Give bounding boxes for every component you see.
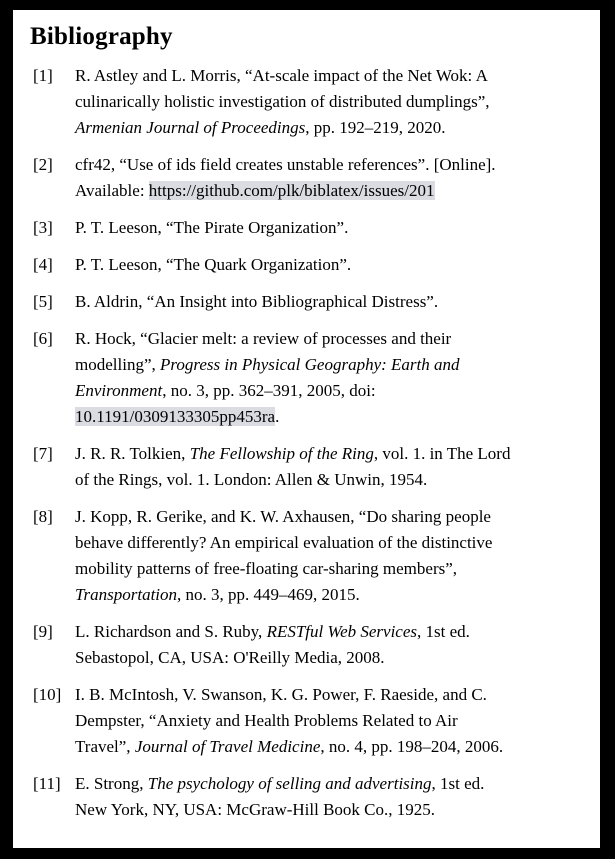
entry-segment: J. Kopp, R. Gerike, and K. W. Axhausen, “Do sharing people — [75, 507, 491, 526]
entry-segment: . — [275, 407, 280, 426]
entry-text — [75, 63, 587, 141]
entry-segment: Sebastopol, CA, USA: O'Reilly Media, 2008. — [75, 648, 385, 667]
entry-segment: New York, NY, USA: McGraw-Hill Book Co., 1925. — [75, 800, 436, 819]
entry-line — [75, 556, 587, 582]
entry-segment: Dempster, “Anxiety and Health Problems Related to Air — [75, 711, 458, 730]
entry-line — [75, 63, 587, 89]
entry-line — [75, 530, 587, 556]
entry-segment: J. R. R. Tolkien, — [75, 444, 190, 463]
entry-line — [75, 771, 587, 797]
bib-entry — [33, 252, 587, 278]
page-title: Bibliography — [30, 23, 173, 50]
entry-line — [75, 682, 587, 708]
italic-title: Journal of Travel Medicine — [134, 737, 321, 756]
entry-line — [75, 797, 587, 823]
entry-label: [8] — [33, 507, 53, 526]
entry-label: [4] — [33, 255, 53, 274]
entry-label: [9] — [33, 622, 53, 641]
entry-segment: , no. 3, pp. 362–391, 2005, doi: — [162, 381, 376, 400]
entry-segment: , vol. 1. in The Lord — [373, 444, 511, 463]
bib-entry — [33, 289, 587, 315]
entry-line — [75, 441, 587, 467]
entry-segment: modelling”, — [75, 355, 160, 374]
entry-segment: R. Astley and L. Morris, “At-scale impact of the Net Wok: A — [75, 66, 488, 85]
entry-line — [75, 115, 587, 141]
entry-line — [75, 645, 587, 671]
entry-segment: , 1st ed. — [431, 774, 485, 793]
italic-title: Environment — [75, 381, 163, 400]
entry-line — [75, 178, 587, 204]
entry-text — [75, 215, 587, 241]
entry-text — [75, 771, 587, 823]
italic-title: The psychology of selling and advertising — [147, 774, 432, 793]
entry-line — [75, 619, 587, 645]
entry-segment: culinarically holistic investigation of distributed dumplings”, — [75, 92, 490, 111]
entry-segment: , pp. 192–219, 2020. — [305, 118, 446, 137]
hyperlink[interactable]: 10.1191/0309133305pp453ra — [75, 407, 276, 426]
entry-label: [3] — [33, 218, 53, 237]
entry-line — [75, 252, 587, 278]
entry-label: [1] — [33, 66, 53, 85]
entry-line — [75, 289, 587, 315]
entry-text — [75, 504, 587, 608]
entry-text — [75, 326, 587, 430]
entry-segment: cfr42, “Use of ids field creates unstable references”. [Online]. — [75, 155, 496, 174]
entry-segment: , no. 3, pp. 449–469, 2015. — [177, 585, 360, 604]
entry-line — [75, 378, 587, 404]
italic-title: Transportation — [75, 585, 178, 604]
entry-line — [75, 734, 587, 760]
hyperlink[interactable]: https://github.com/plk/biblatex/issues/201 — [148, 181, 435, 200]
entry-segment: mobility patterns of free-floating car-sharing members”, — [75, 559, 458, 578]
entry-line — [75, 152, 587, 178]
entry-text — [75, 619, 587, 671]
entry-segment: L. Richardson and S. Ruby, — [75, 622, 267, 641]
italic-title: The Fellowship of the Ring — [189, 444, 374, 463]
entry-label: [11] — [33, 774, 61, 793]
bib-entry — [33, 504, 587, 608]
entry-line — [75, 504, 587, 530]
entry-segment: , no. 4, pp. 198–204, 2006. — [320, 737, 504, 756]
italic-title: RESTful Web Services — [266, 622, 418, 641]
entry-line — [75, 352, 587, 378]
entry-label: [5] — [33, 292, 53, 311]
italic-title: Armenian Journal of Proceedings — [75, 118, 306, 137]
entry-line — [75, 215, 587, 241]
bib-entry — [33, 682, 587, 760]
bib-entry — [33, 326, 587, 430]
entry-text — [75, 441, 587, 493]
entry-line — [75, 326, 587, 352]
entry-line — [75, 708, 587, 734]
entry-line — [75, 582, 587, 608]
entry-segment: Travel”, — [75, 737, 135, 756]
bib-entry — [33, 619, 587, 671]
italic-title: Progress in Physical Geography: Earth and — [159, 355, 460, 374]
entry-text — [75, 152, 587, 204]
entry-line — [75, 467, 587, 493]
entry-label: [7] — [33, 444, 53, 463]
entry-label: [6] — [33, 329, 53, 348]
entry-text — [75, 682, 587, 760]
entry-segment: I. B. McIntosh, V. Swanson, K. G. Power, F. Raeside, and C. — [75, 685, 487, 704]
bibliography-entries — [33, 63, 587, 823]
entry-segment: Available: — [75, 181, 149, 200]
entry-segment: of the Rings, vol. 1. London: Allen & Unwin, 1954. — [75, 470, 428, 489]
bib-entry — [33, 771, 587, 823]
entry-text — [75, 289, 587, 315]
entry-segment: P. T. Leeson, “The Quark Organization”. — [75, 255, 352, 274]
bib-entry — [33, 215, 587, 241]
entry-segment: P. T. Leeson, “The Pirate Organization”. — [75, 218, 349, 237]
entry-segment: , 1st ed. — [417, 622, 470, 641]
entry-segment: behave differently? An empirical evaluation of the distinctive — [75, 533, 493, 552]
entry-line — [75, 89, 587, 115]
entry-label: [2] — [33, 155, 53, 174]
bib-entry — [33, 152, 587, 204]
bib-entry — [33, 63, 587, 141]
entry-label: [10] — [33, 685, 62, 704]
entry-segment: R. Hock, “Glacier melt: a review of processes and their — [75, 329, 452, 348]
entry-segment: E. Strong, — [75, 774, 148, 793]
bibliography-page — [13, 10, 600, 848]
entry-segment: B. Aldrin, “An Insight into Bibliographical Distress”. — [75, 292, 439, 311]
entry-text — [75, 252, 587, 278]
entry-line — [75, 404, 587, 430]
bib-entry — [33, 441, 587, 493]
